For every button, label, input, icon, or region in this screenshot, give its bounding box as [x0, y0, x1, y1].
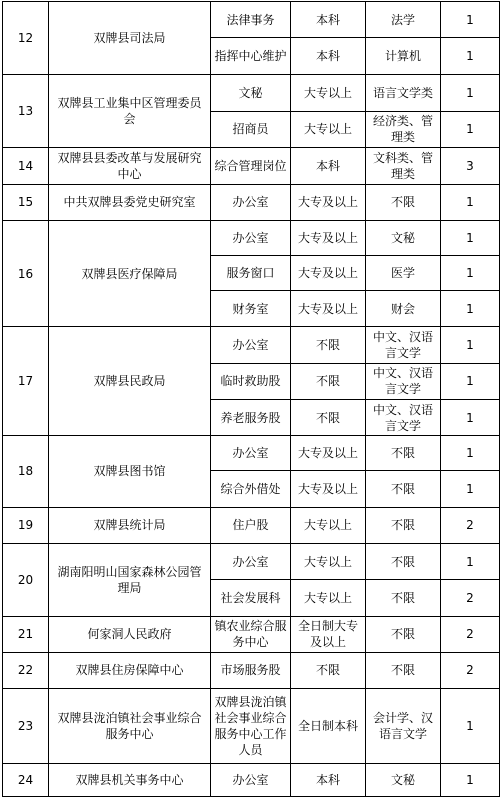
- cell-unit: 湖南阳明山国家森林公园管理局: [49, 544, 211, 617]
- cell-department: 社会发展科: [211, 580, 291, 616]
- cell-major: 不限: [366, 652, 441, 688]
- cell-count: 2: [441, 652, 500, 688]
- cell-unit: 双牌县工业集中区管理委员会: [49, 74, 211, 148]
- cell-education: 大专及以上: [291, 255, 366, 290]
- cell-education: 不限: [291, 399, 366, 435]
- cell-major: 不限: [366, 185, 441, 220]
- table-row: [3, 689, 500, 764]
- cell-department: 综合外借处: [211, 471, 291, 507]
- cell-department: 办公室: [211, 763, 291, 796]
- cell-department: 双牌县泷泊镇社会事业综合服务中心工作人员: [211, 689, 291, 764]
- cell-education: 本科: [291, 148, 366, 185]
- cell-department: 服务窗口: [211, 255, 291, 290]
- cell-count: 1: [441, 220, 500, 255]
- cell-department: 镇农业综合服务中心: [211, 616, 291, 652]
- cell-count: 1: [441, 436, 500, 471]
- cell-number: 18: [3, 436, 49, 508]
- cell-number: 24: [3, 763, 49, 796]
- cell-department: 办公室: [211, 544, 291, 580]
- cell-education: 大专及以上: [291, 291, 366, 327]
- cell-count: 1: [441, 291, 500, 327]
- cell-major: 不限: [366, 507, 441, 543]
- cell-count: 3: [441, 148, 500, 185]
- cell-education: 本科: [291, 2, 366, 38]
- cell-major: 文科类、管理类: [366, 148, 441, 185]
- cell-department: 财务室: [211, 291, 291, 327]
- cell-count: 1: [441, 363, 500, 399]
- table-row: [3, 148, 500, 185]
- cell-number: 12: [3, 2, 49, 75]
- cell-unit: 双牌县民政局: [49, 327, 211, 436]
- table-row: [3, 436, 500, 471]
- cell-department: 综合管理岗位: [211, 148, 291, 185]
- cell-education: 大专以上: [291, 111, 366, 147]
- cell-number: 13: [3, 74, 49, 148]
- cell-department: 招商员: [211, 111, 291, 147]
- cell-count: 1: [441, 763, 500, 796]
- cell-count: 1: [441, 471, 500, 507]
- cell-unit: 双牌县统计局: [49, 507, 211, 543]
- cell-number: 14: [3, 148, 49, 185]
- cell-education: 大专及以上: [291, 185, 366, 220]
- table-row: [3, 327, 500, 363]
- cell-department: 文秘: [211, 74, 291, 111]
- table-row: [3, 763, 500, 796]
- cell-department: 指挥中心维护: [211, 38, 291, 74]
- cell-department: 办公室: [211, 327, 291, 363]
- cell-number: 22: [3, 652, 49, 688]
- cell-department: 临时救助股: [211, 363, 291, 399]
- cell-education: 全日制本科: [291, 689, 366, 764]
- cell-count: 2: [441, 616, 500, 652]
- recruitment-table: [2, 1, 500, 797]
- cell-education: 大专及以上: [291, 220, 366, 255]
- cell-major: 不限: [366, 544, 441, 580]
- table-row: [3, 185, 500, 220]
- cell-education: 不限: [291, 363, 366, 399]
- table-row: [3, 507, 500, 543]
- cell-major: 中文、汉语言文学: [366, 363, 441, 399]
- cell-major: 医学: [366, 255, 441, 290]
- cell-major: 不限: [366, 580, 441, 616]
- cell-major: 经济类、管理类: [366, 111, 441, 147]
- cell-count: 2: [441, 580, 500, 616]
- cell-count: 1: [441, 111, 500, 147]
- cell-number: 15: [3, 185, 49, 220]
- cell-unit: 双牌县图书馆: [49, 436, 211, 508]
- cell-education: 本科: [291, 38, 366, 74]
- cell-major: 财会: [366, 291, 441, 327]
- cell-number: 16: [3, 220, 49, 327]
- cell-unit: 双牌县司法局: [49, 2, 211, 75]
- cell-major: 中文、汉语言文学: [366, 327, 441, 363]
- table-body: [3, 2, 500, 797]
- cell-department: 办公室: [211, 220, 291, 255]
- cell-unit: 双牌县机关事务中心: [49, 763, 211, 796]
- cell-count: 2: [441, 507, 500, 543]
- table-row: [3, 652, 500, 688]
- cell-major: 不限: [366, 471, 441, 507]
- cell-major: 不限: [366, 616, 441, 652]
- table-row: [3, 74, 500, 111]
- cell-count: 1: [441, 38, 500, 74]
- cell-education: 本科: [291, 763, 366, 796]
- cell-department: 住户股: [211, 507, 291, 543]
- cell-education: 不限: [291, 327, 366, 363]
- cell-count: 1: [441, 544, 500, 580]
- cell-major: 文秘: [366, 763, 441, 796]
- cell-count: 1: [441, 185, 500, 220]
- cell-unit: 双牌县县委改革与发展研究中心: [49, 148, 211, 185]
- cell-unit: 双牌县泷泊镇社会事业综合服务中心: [49, 689, 211, 764]
- cell-number: 23: [3, 689, 49, 764]
- cell-education: 大专以上: [291, 580, 366, 616]
- table-row: [3, 220, 500, 255]
- cell-department: 法律事务: [211, 2, 291, 38]
- table-row: [3, 616, 500, 652]
- cell-count: 1: [441, 255, 500, 290]
- cell-unit: 双牌县住房保障中心: [49, 652, 211, 688]
- cell-major: 文秘: [366, 220, 441, 255]
- cell-count: 1: [441, 74, 500, 111]
- cell-count: 1: [441, 327, 500, 363]
- cell-education: 全日制大专及以上: [291, 616, 366, 652]
- cell-unit: 双牌县医疗保障局: [49, 220, 211, 327]
- cell-department: 办公室: [211, 185, 291, 220]
- cell-education: 大专以上: [291, 74, 366, 111]
- cell-major: 会计学、汉语言文学: [366, 689, 441, 764]
- cell-education: 大专以上: [291, 544, 366, 580]
- cell-department: 养老服务股: [211, 399, 291, 435]
- cell-unit: 何家洞人民政府: [49, 616, 211, 652]
- table-row: [3, 2, 500, 38]
- cell-number: 20: [3, 544, 49, 617]
- cell-number: 17: [3, 327, 49, 436]
- cell-number: 19: [3, 507, 49, 543]
- cell-major: 中文、汉语言文学: [366, 399, 441, 435]
- cell-unit: 中共双牌县委党史研究室: [49, 185, 211, 220]
- cell-education: 大专及以上: [291, 436, 366, 471]
- table-row: [3, 544, 500, 580]
- cell-department: 办公室: [211, 436, 291, 471]
- cell-major: 语言文学类: [366, 74, 441, 111]
- cell-major: 不限: [366, 436, 441, 471]
- cell-count: 1: [441, 399, 500, 435]
- cell-department: 市场服务股: [211, 652, 291, 688]
- cell-count: 1: [441, 689, 500, 764]
- cell-education: 不限: [291, 652, 366, 688]
- cell-education: 大专以上: [291, 507, 366, 543]
- cell-education: 大专及以上: [291, 471, 366, 507]
- cell-count: 1: [441, 2, 500, 38]
- cell-major: 法学: [366, 2, 441, 38]
- cell-number: 21: [3, 616, 49, 652]
- cell-major: 计算机: [366, 38, 441, 74]
